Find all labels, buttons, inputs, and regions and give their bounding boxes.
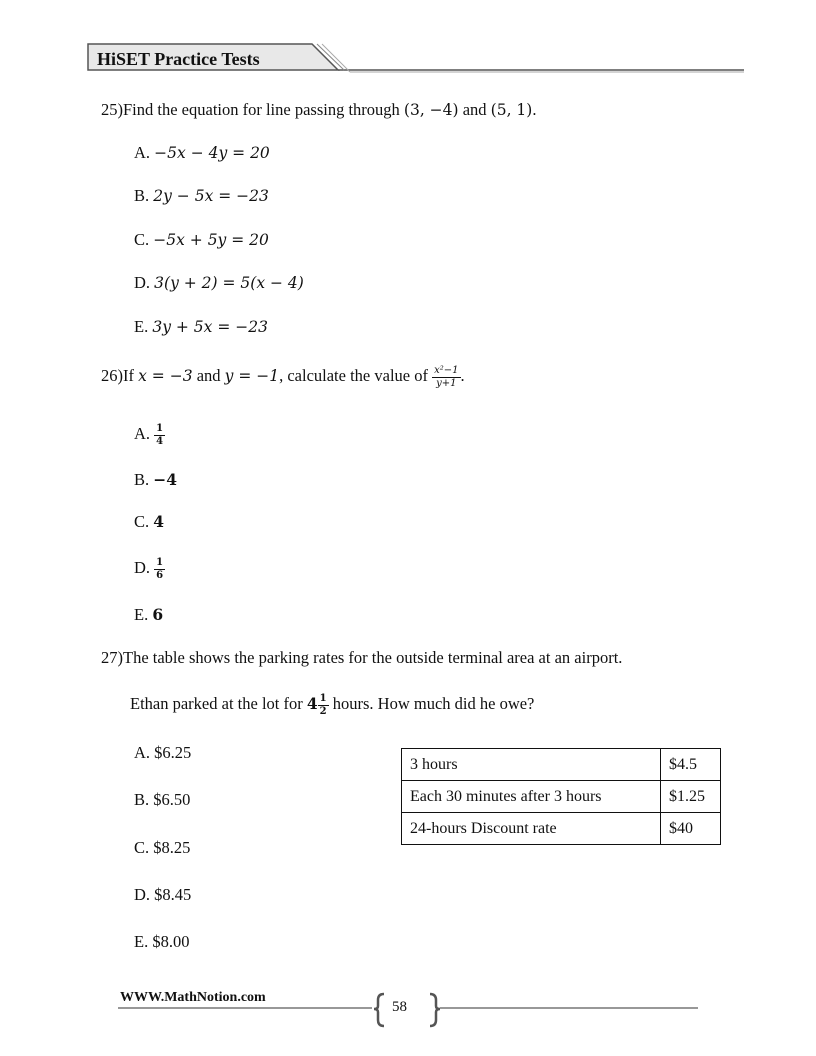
point-1: (3, −4) (403, 101, 459, 119)
option-25c[interactable] (134, 230, 269, 250)
option-expression: 3(y + 2) = 5(x − 4) (154, 274, 304, 292)
question-text: Ethan parked at the lot for (130, 694, 307, 713)
option-letter: A. (134, 143, 151, 162)
option-letter: A. (134, 424, 151, 443)
option-letter: B. (134, 470, 150, 489)
option-letter: D. (134, 885, 151, 904)
option-letter: B. (134, 186, 150, 205)
header-title: HiSET Practice Tests (97, 49, 260, 69)
option-letter: E. (134, 605, 149, 624)
table-row (402, 813, 721, 845)
option-fraction (154, 557, 165, 582)
footer-website-link[interactable]: WWW.MathNotion.com (120, 990, 266, 1005)
option-27d[interactable] (134, 885, 191, 905)
mixed-number-fraction (318, 693, 329, 718)
expression-fraction (432, 365, 460, 390)
question-text-end: hours. How much did he owe? (328, 694, 535, 713)
option-26b[interactable] (134, 470, 177, 490)
table-cell-price: $4.5 (661, 749, 721, 781)
option-value: $6.25 (154, 743, 192, 762)
point-2: (5, 1) (490, 101, 533, 119)
table-cell-label: 24-hours Discount rate (402, 813, 661, 845)
table-cell-label: Each 30 minutes after 3 hours (402, 781, 661, 813)
option-27c[interactable] (134, 838, 190, 858)
fraction-numerator: 1 (156, 556, 164, 568)
parking-rates-table (401, 748, 721, 845)
question-number: 27) (101, 648, 123, 667)
option-value: $6.50 (153, 790, 191, 809)
table-cell-price: $40 (661, 813, 721, 845)
option-fraction (154, 423, 165, 448)
mixed-number-whole: 4 (306, 694, 318, 713)
option-27b[interactable] (134, 790, 190, 810)
question-text-calc: , calculate the value of (279, 366, 433, 385)
fraction-denominator: 6 (156, 569, 164, 581)
fraction-numerator: 1 (319, 692, 327, 704)
option-value: $8.45 (154, 885, 192, 904)
table-cell-price: $1.25 (661, 781, 721, 813)
option-value: 6 (152, 605, 164, 624)
option-25b[interactable] (134, 186, 269, 206)
option-letter: E. (134, 932, 149, 951)
table-cell-label: 3 hours (402, 749, 661, 781)
question-text: The table shows the parking rates for the outside terminal area at an airport. (123, 648, 623, 667)
option-letter: C. (134, 512, 150, 531)
option-letter: D. (134, 558, 151, 577)
fraction-denominator: y+1 (436, 377, 457, 389)
option-25d[interactable] (134, 273, 304, 293)
option-value: 4 (153, 512, 165, 531)
option-25e[interactable] (134, 317, 268, 337)
option-letter: A. (134, 743, 151, 762)
option-26c[interactable] (134, 512, 164, 532)
option-letter: B. (134, 790, 150, 809)
option-letter: D. (134, 273, 151, 292)
footer-decoration (0, 980, 816, 1040)
page-number: 58 (392, 999, 407, 1015)
question-27 (101, 648, 622, 668)
question-text-and: and (192, 366, 225, 385)
option-value: −4 (153, 470, 178, 489)
option-26d[interactable] (134, 554, 165, 582)
fraction-numerator: x²−1 (434, 364, 459, 376)
question-27-line-2 (130, 690, 534, 718)
table-row (402, 781, 721, 813)
question-25 (101, 100, 536, 120)
table-row (402, 749, 721, 781)
question-text-mid: and (458, 100, 491, 119)
option-expression: −5x − 4y = 20 (154, 144, 270, 162)
condition-y: y = −1 (224, 367, 280, 385)
option-26a[interactable] (134, 420, 165, 448)
option-value: $8.25 (153, 838, 191, 857)
option-26e[interactable] (134, 605, 163, 625)
option-25a[interactable] (134, 143, 270, 163)
question-text-end: . (532, 100, 537, 119)
option-letter: C. (134, 838, 150, 857)
question-text: If (123, 366, 139, 385)
fraction-denominator: 2 (319, 705, 327, 717)
option-expression: −5x + 5y = 20 (153, 231, 269, 249)
question-26 (101, 362, 465, 390)
option-value: $8.00 (152, 932, 190, 951)
fraction-numerator: 1 (156, 422, 164, 434)
header-tab (0, 0, 816, 90)
question-number: 26) (101, 366, 123, 385)
question-text-end: . (460, 366, 465, 385)
option-letter: E. (134, 317, 149, 336)
option-expression: 2y − 5x = −23 (153, 187, 269, 205)
fraction-denominator: 4 (156, 435, 164, 447)
condition-x: x = −3 (138, 367, 193, 385)
question-text: Find the equation for line passing through (123, 100, 404, 119)
option-expression: 3y + 5x = −23 (152, 318, 268, 336)
question-number: 25) (101, 100, 123, 119)
option-letter: C. (134, 230, 150, 249)
option-27e[interactable] (134, 932, 189, 952)
option-27a[interactable] (134, 743, 191, 763)
